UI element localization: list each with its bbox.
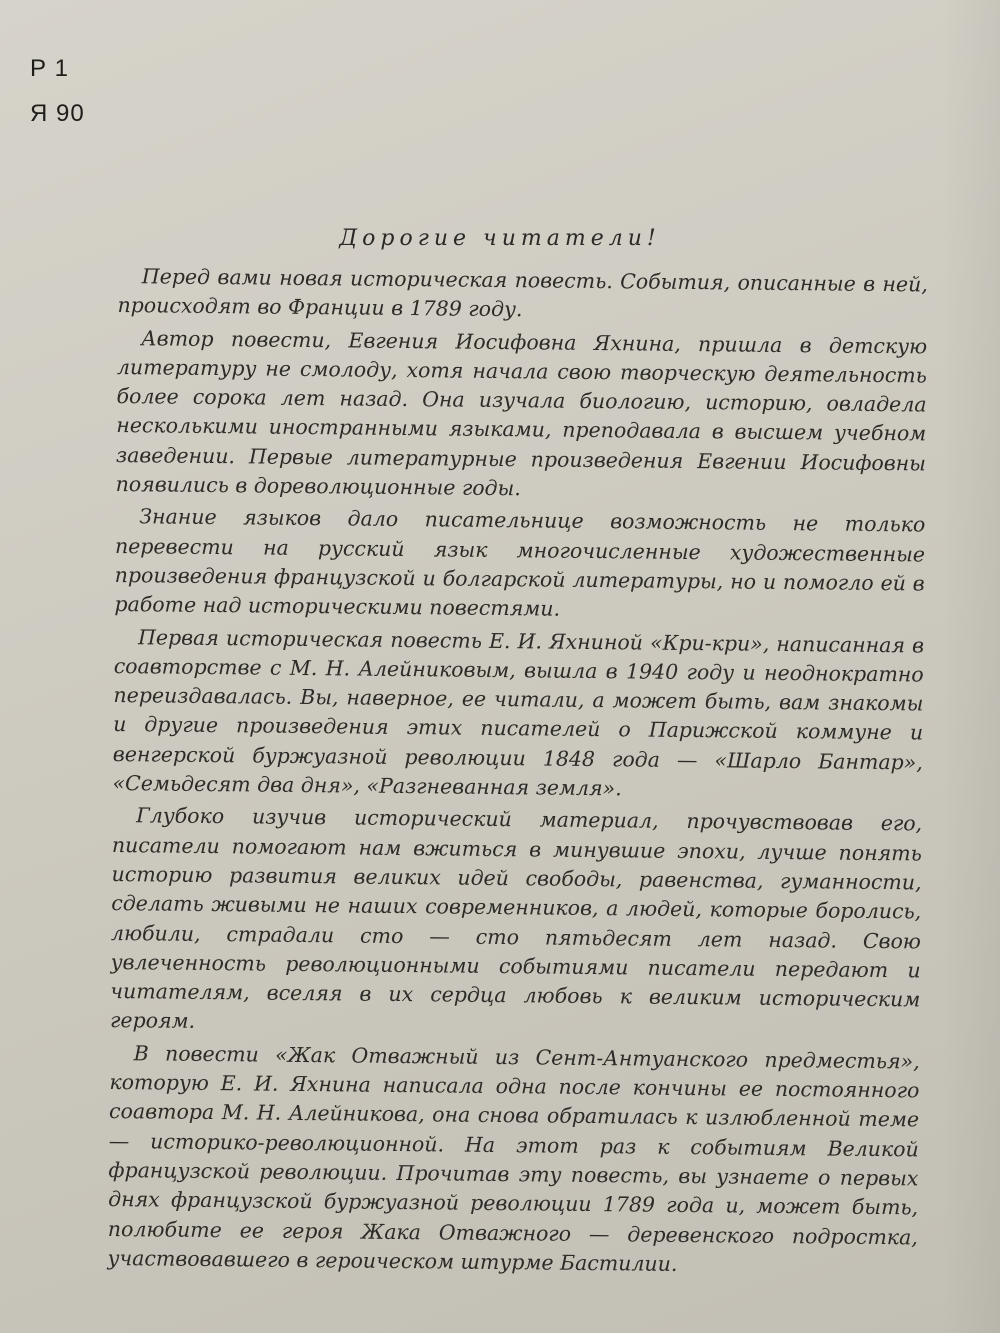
paragraph-5: Глубоко изучив исторический материал, прочувствовав его, писатели помогают нам вжиться в минувшие эпохи, лучше понять историю развития великих идей свободы, равенства, гуманности, сделать живыми не наших современников, а людей, которые боролись, любили, страдали сто — сто пятьдесят лет назад. Свою увлеченность революционными событиями писатели передают и читателям, вселяя в их сердца любовь к великим историческим героям. xyxy=(109,803,923,1034)
paragraph-4: Первая историческая повесть Е. И. Яхниной «Кри-кри», написанная в соавторстве с М. Н. Алейниковым, вышла в 1940 году и неоднократно переиздавалась. Вы, наверное, ее читали, а может быть, вам знакомы и другие произведения этих писателей о Парижской коммуне и венгерской буржуазной революции 1848 года — «Шарло Бантар», «Семьдесят два дня», «Разгневанная земля». xyxy=(112,624,925,801)
paragraph-1: Перед вами новая историческая повесть. События, описанные в ней, происходят во Франции в 1789 году. xyxy=(117,264,928,322)
paragraph-3: Знание языков дало писательнице возможность не только перевести на русский язык многочисленные художественные произведения французской и болгарской литературы, но и помогло ей в работе над историческими повестями. xyxy=(114,504,926,621)
paragraph-2: Автор повести, Евгения Иосифовна Яхнина, пришла в детскую литературу не смолоду, хотя начала свою творческую деятельность более сорока лет назад. Она изучала биологию, историю, овладела несколькими иностранными языками, преподавала в высшем учебном заведении. Первые литературные произведения Евгении Иосифовны появились в дореволюционные годы. xyxy=(115,325,928,501)
page-body-text xyxy=(107,262,928,1285)
page-edge-shadow xyxy=(940,0,1000,1333)
catalog-index-line-2: Я 90 xyxy=(30,100,85,127)
paragraph-6: В повести «Жак Отважный из Сент-Антуанского предместья», которую Е. И. Яхнина написала одна после кончины ее постоянного соавтора М. Н. Алейникова, она снова обратилась к излюбленной теме — историко-революционной. На этот раз к событиям Великой французской революции. Прочитав эту повесть, вы узнаете о первых днях французской буржуазной революции 1789 года и, может быть, полюбите ее героя Жака Отважного — деревенского подростка, участвовавшего в героическом штурме Бастилии. xyxy=(107,1040,920,1276)
catalog-index-line-1: Р 1 xyxy=(30,55,70,82)
page-heading: Дорогие читатели! xyxy=(339,226,661,251)
